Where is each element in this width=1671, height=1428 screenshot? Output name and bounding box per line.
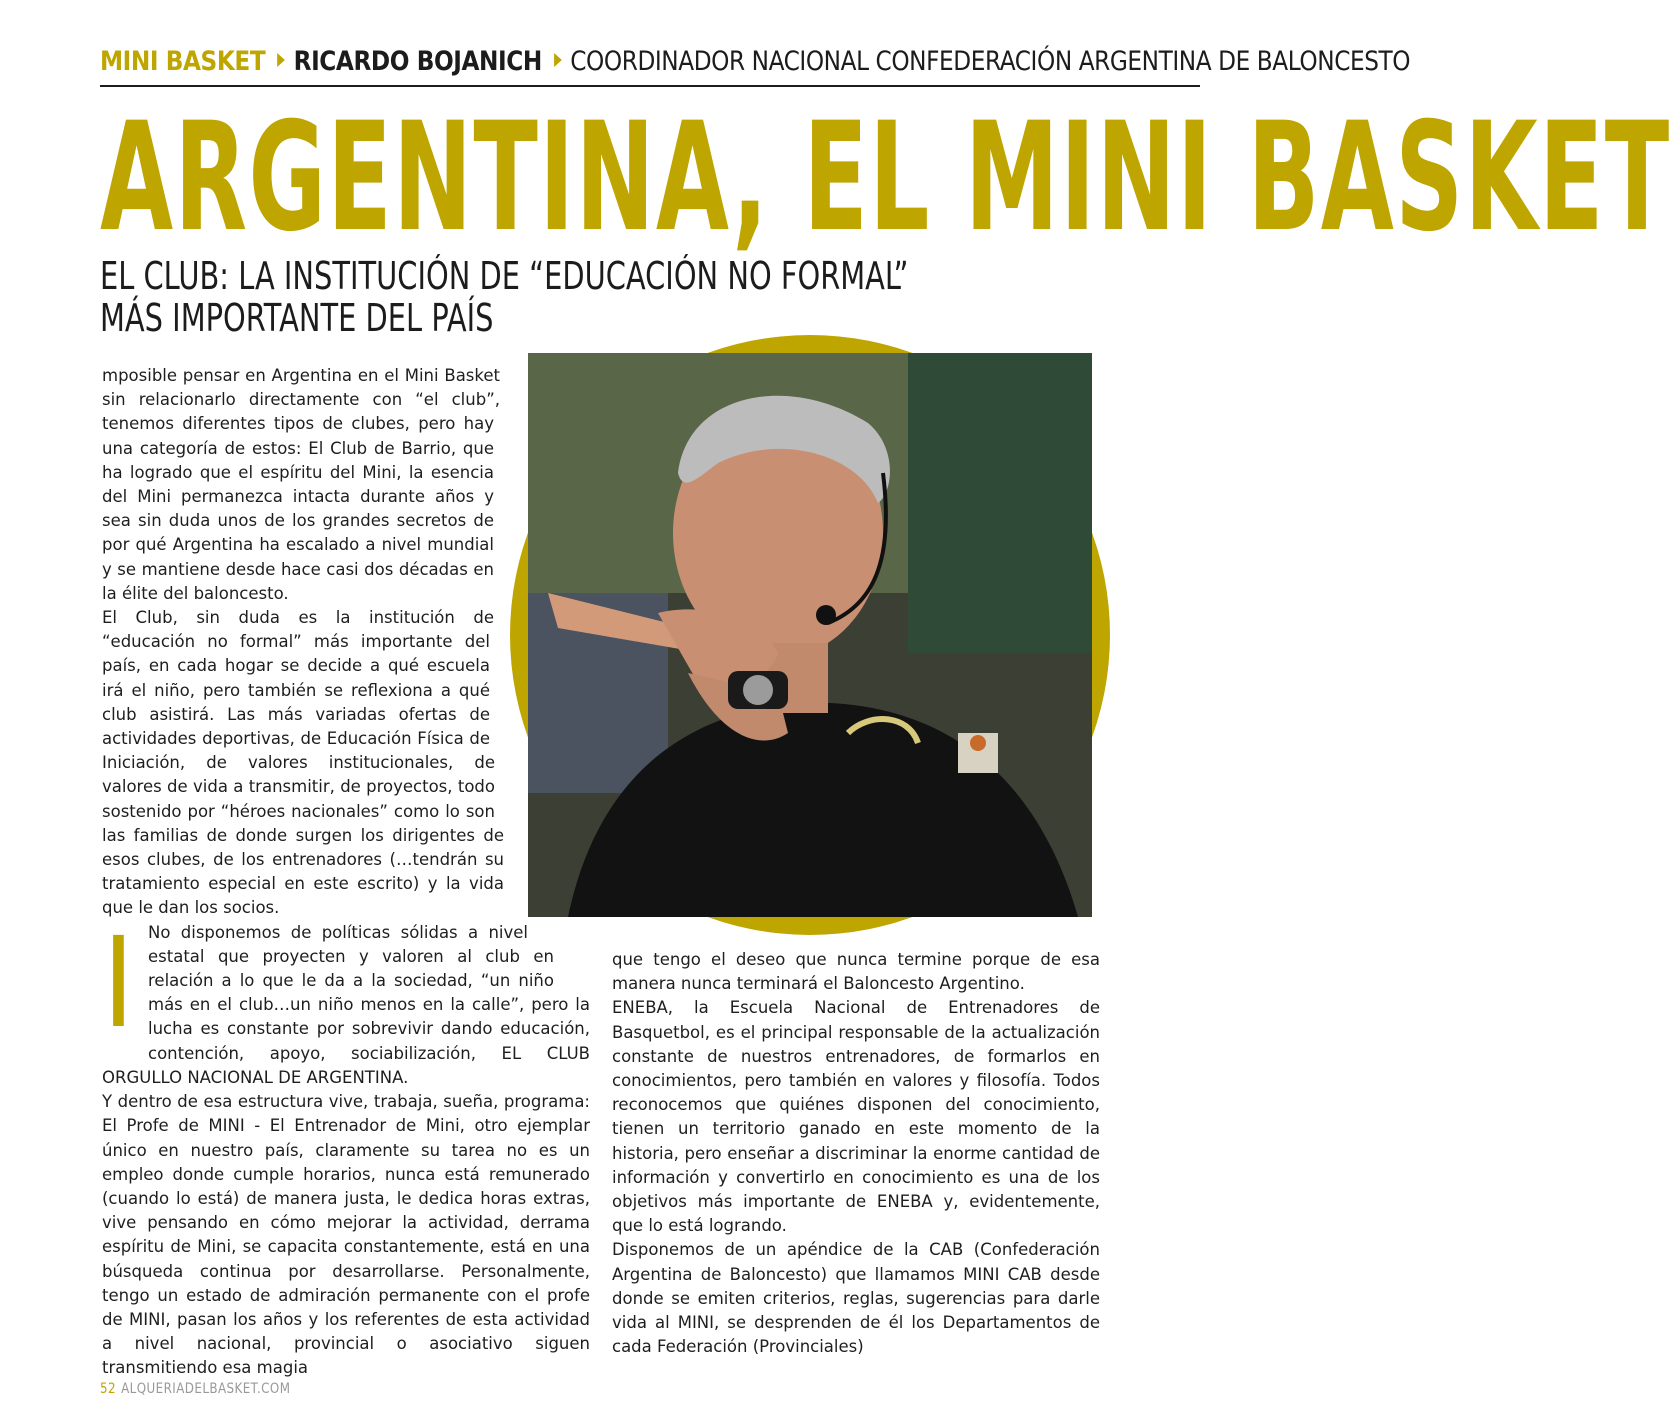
drop-cap: I [108, 911, 129, 1056]
subtitle-line-2: MÁS IMPORTANTE DEL PAÍS [100, 296, 494, 340]
article-paragraph-4: Y dentro de esa estructura vive, trabaja, sueña, programa: El Profe de MINI - El Entrenador de Mini, otro ejemplar único en nuestro país, claramente su tarea no es un empleo donde cumple horarios, nunca está remunerado (cuando lo está) de manera justa, le dedica horas extras, vive pensando en cómo mejorar la actividad, derrama espíritu de Mini, se capacita constantemente, está en una búsqueda continua por desarrollarse. Personalmente, tengo un estado de admiración permanente con el profe de MINI, pasan los años y los referentes de esta actividad a nivel nacional, provincial o asociativo siguen transmitiendo esa magia [102, 1092, 590, 1378]
page-footer [100, 1381, 290, 1397]
text-wrap-spacer [554, 930, 590, 980]
article-paragraph-2: El Club, sin duda es la institución de “educación no formal” más importante del país, en cada hogar se decide a qué escuela irá el niño, pero también se reflexiona a qué club asistirá. Las más variadas ofertas de actividades deportivas, de Educación Física de Iniciación, de valores institucionales, de valores de vida a transmitir, de proyectos, todo sostenido por “héroes nacionales” como lo son las familias de donde surgen los dirigentes de esos clubes, de los entrenadores (…tendrán su tratamiento especial en este escrito) y la vida que le dan los socios. [102, 608, 504, 918]
text-wrap-spacer [526, 398, 590, 494]
article-paragraph-7: Disponemos de un apéndice de la CAB (Confederación Argentina de Baloncesto) que llamamos MINI CAB desde donde se emiten criterios, reglas, sugerencias para darle vida al MINI, se desprenden de él los Departamentos de cada Federación (Provinciales) [612, 1240, 1100, 1357]
header-divider [100, 85, 1200, 87]
article-paragraph-1: mposible pensar en Argentina en el Mini Basket sin relacionarlo directamente con “el club”, tenemos diferentes tipos de clubes, pero hay una categoría de estos: El Club de Barrio, que ha logrado que el espíritu del Mini, la esencia del Mini permanezca intacta durante años y sea sin duda unos de los grandes secretos de por qué Argentina ha escalado a nivel mundial y se mantiene desde hace casi dos décadas en la élite del baloncesto. [102, 366, 500, 603]
author-role: COORDINADOR NACIONAL CONFEDERACIÓN ARGENTINA DE BALONCESTO [570, 46, 1411, 77]
portrait-photo [510, 335, 1110, 935]
text-wrap-spacer [528, 882, 590, 930]
arrow-right-icon [554, 53, 562, 67]
arrow-right-icon [277, 53, 285, 67]
article-column-left [102, 364, 590, 1381]
subtitle [100, 254, 909, 340]
text-wrap-spacer [508, 494, 590, 566]
subtitle-line-1: EL CLUB: LA INSTITUCIÓN DE “EDUCACIÓN NO FORMAL” [100, 254, 909, 298]
text-wrap-spacer [490, 640, 590, 736]
portrait-illustration [528, 353, 1092, 917]
site-url: ALQUERIADELBASKET.COM [121, 1381, 291, 1397]
breadcrumb [100, 40, 1411, 86]
author-name: RICARDO BOJANICH [293, 46, 542, 77]
text-wrap-spacer [494, 566, 590, 640]
article-paragraph-6: ENEBA, la Escuela Nacional de Entrenadores de Basquetbol, es el principal responsable de la actualización constante de nuestros entrenadores, de formarlos en conocimientos, pero también en valores y filosofía. Todos reconocemos que quiénes disponen del conocimiento, tienen un territorio ganado en este momento de la historia, pero enseñar a discriminar la enorme cantidad de información y convertirlo en conocimiento es una de los objetivos más importante de ENEBA y, evidentemente, que lo está logrando. [612, 998, 1100, 1236]
text-wrap-spacer [495, 736, 590, 810]
text-wrap-spacer [504, 810, 590, 882]
article-paragraph-3: No disponemos de políticas sólidas a nivel estatal que proyecten y valoren al club en relación a lo que le da a la sociedad, “un niño más en el club…un niño menos en la calle”, pero la lucha es constante por sobrevivir dando educación, contención, apoyo, sociabilización, EL CLUB ORGULLO NACIONAL DE ARGENTINA. [102, 922, 590, 1087]
text-wrap-spacer [500, 364, 590, 398]
section-label: MINI BASKET [100, 46, 266, 77]
page-title: ARGENTINA, EL MINI BASKET [100, 91, 1671, 265]
article-column-right [612, 948, 1100, 1359]
article-paragraph-5: que tengo el deseo que nunca termine porque de esa manera nunca terminará el Baloncesto Argentino. [612, 950, 1100, 994]
page-number: 52 [100, 1381, 117, 1397]
